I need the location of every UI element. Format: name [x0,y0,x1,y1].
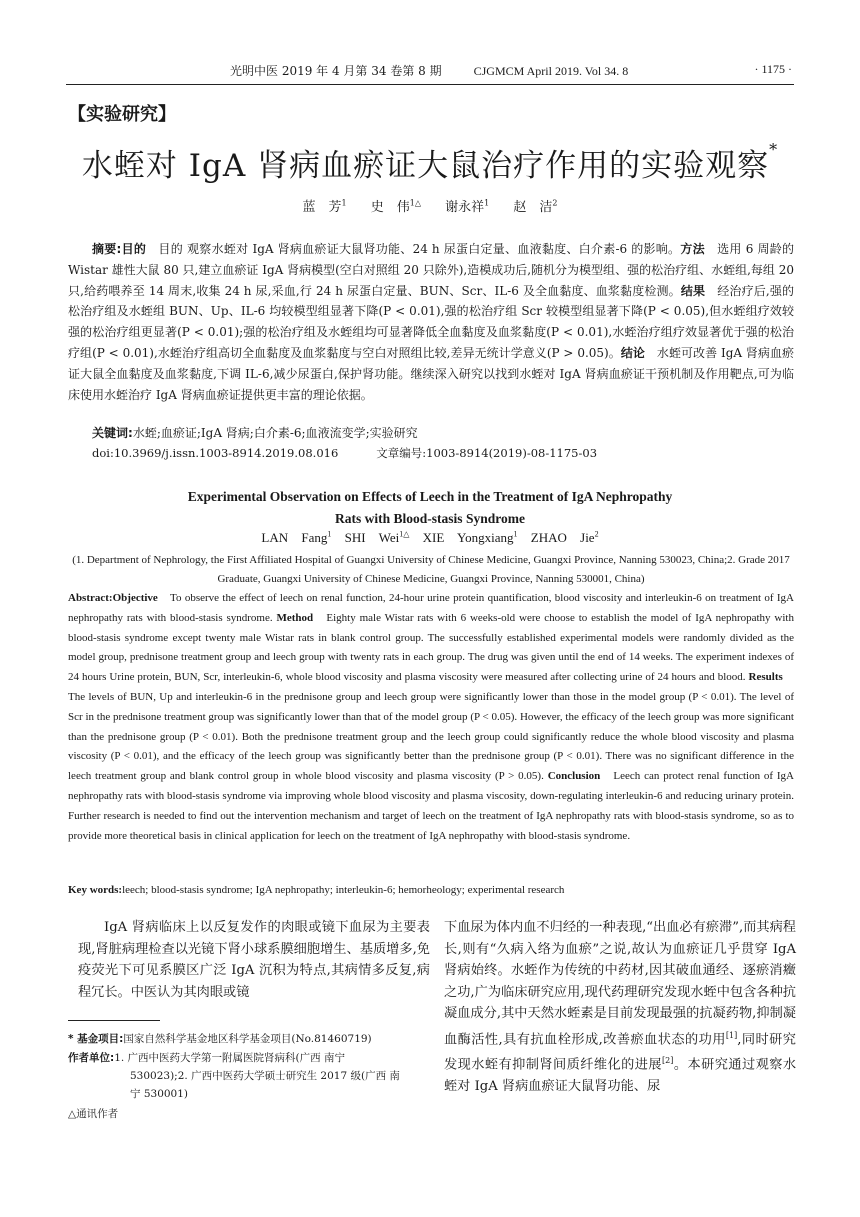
abstract-label: 摘要: [92,242,122,256]
author-name: 史 伟 [370,200,410,215]
objective-text: 目的 观察水蛭对 IgA 肾病血瘀证大鼠肾功能、24 h 尿蛋白定量、血液黏度、白介素-6 的影响。 [146,242,681,256]
author-en-name: SHI Wei [344,530,400,546]
footnote-corresponding: △通讯作者 [68,1108,119,1120]
result-label: 结果 [680,283,706,298]
unit-line-2: 530023);2. 广西中医药大学硕士研究生 2017 级(广西 南 [130,1070,400,1082]
conclusion-label: 结论 [620,345,645,360]
keywords-label: 关键词: [92,426,133,440]
author-affil-mark: 2 [552,198,558,208]
keywords-text: 水蛭;血瘀证;IgA 肾病;白介素-6;血液流变学;实验研究 [132,426,418,440]
objective-en-text: To observe the effect of leech on renal function, 24-hour urine protein quantification, blood viscosity and interleukin-6 on treatment of IgA nephropathy rats with blood-stasis syndrome. [68,592,794,624]
method-label: 方法 [680,242,705,256]
method-en-text: Eighty male Wistar rats with 6 weeks-old were choose to establish the model of IgA nephropathy with blood-stasis syndrome except twenty male Wistar rats in blank control group. The successfully established experimental models were randomly divided as the model group, prednisone treatment group and leech group with twenty rats in each group. The drug was given until the end of 14 weeks. The experiment indexes of 24 hours Urine protein, BUN, Scr, interleukin-6, whole blood viscosity and plasma viscosity were measured after collecting urine of 24 hours and blood. [68,611,794,684]
results-en-label: Results [748,671,783,684]
section-label: 【实验研究】 [68,104,176,125]
author [445,200,489,215]
english-title-line1: Experimental Observation on Effects of Leech in the Treatment of IgA Nephropathy [187,489,673,504]
article-number: 文章编号:1003-8914(2019)-08-1175-03 [376,446,598,460]
running-head-journal [230,62,628,79]
author-en-mark: 2 [594,530,599,539]
footnote-units [68,1049,418,1103]
method-en-label: Method [276,611,314,624]
body-right-text-c: 。本研究通过观察水蛭对 IgA 肾病血瘀证大鼠肾功能、尿 [444,1057,797,1095]
title-fund-mark: * [769,140,779,159]
results-en-text: The levels of BUN, Up and interleukin-6 in the prednisone group and leech group were significantly lower than those in the model group (P < 0.01). The level of Scr in the prednisone treatment group was significantly lower than that of the model group (P < 0.05). However, the efficacy of the leech group was more significant than the prednisone group (P < 0.01). Both the prednisone treatment group and the leech group could significantly reduce the whole blood viscosity and plasma viscosity (P < 0.01), and the efficacy of the leech group was significantly better than the prednisone group (P < 0.01). There was no significant difference in the leech treatment group and blank control group in whole blood viscosity and plasma viscosity (P > 0.05). [68,671,795,783]
author-affil-mark: 1 [484,198,490,208]
authors-en [0,530,860,546]
author-name: 赵 洁 [513,200,553,215]
author-en-mark: 1 [513,530,518,539]
header-rule [66,84,794,85]
author-en-name: LAN Fang [261,530,328,546]
journal-en: CJGMCM April 2019. Vol 34. 8 [473,64,629,78]
author [371,200,421,215]
citation-1[interactable]: [1] [725,1030,738,1040]
keywords-en [68,881,794,900]
author-en-mark: 1△ [399,530,410,539]
affiliation-en: (1. Department of Nephrology, the First Affiliated Hospital of Guangxi University of Chinese Medicine, Guangxi Province, Nanning 530023, China;2. Grade 2017 Graduate, Guangxi University of Chinese Medicine, Guangxi Province, Nanning 530001, China) [72,554,790,585]
unit-line-1: 1. 广西中医药大学第一附属医院肾病科(广西 南宁 [114,1052,345,1064]
conclusion-en-text: Leech can protect renal function of IgA nephropathy rats with blood-stasis syndrome via improving whole blood viscosity and plasma viscosity, down-regulating interleukin-6 and reducing urinary protein. Further research is needed to find out the intervention mechanism and target of leech on the treatment of IgA nephropathy rats with blood-stasis syndrome, so as to provide more theoretical basis in clinical application for leech on the treatment of IgA nephropathy with blood-stasis syndrome. [68,770,794,842]
fund-label: * 基金项目: [68,1033,124,1045]
author-name: 蓝 芳 [302,200,342,215]
authors-cn [0,196,860,215]
body-left-column: IgA 肾病临床上以反复发作的肉眼或镜下血尿为主要表现,肾脏病理检查以光镜下肾小球系膜细胞增生、基质增多,免疫荧光下可见系膜区广泛 IgA 沉积为特点,其病情多反复,病程冗长。中医认为其肉眼或镜 [78,920,430,1000]
author-en [531,530,599,545]
fund-text: 国家自然科学基金地区科学基金项目(No.81460719) [123,1033,372,1045]
author-en [423,530,518,545]
method-text: 选用 6 周龄的 Wistar 雄性大鼠 80 只,建立血瘀证 IgA 肾病模型(空白对照组 20 只除外),造模成功后,随机分为模型组、强的松治疗组、水蛭组,每组 20 只,给药喂养至 14 周末,收集 24 h 尿,采血,行 24 h 尿蛋白定量、BUN、Scr、IL-6 及全血黏度、血浆黏度检测。 [68,242,794,298]
objective-label: 目的 [121,242,147,256]
author [302,200,346,215]
author-affil-mark: 1△ [409,198,421,208]
body-right-text-a: 下血尿为体内血不归经的一种表现,“出血必有瘀滞”,而其病程长,则有“久病入络为血瘀”之说,故认为血瘀证几乎贯穿 IgA 肾病始终。水蛭作为传统的中药材,因其破血通经、逐瘀消癥之功,广为临床研究应用,现代药理研究发现水蛭中包含各种抗凝血成分,其中天然水蛭素是目前发现最强的抗凝药物,抑制凝血酶活性,具有抗血栓形成,改善瘀血状态的功用 [444,920,796,1047]
page-number: · 1175 · [754,62,792,76]
keywords-en-label: Key words: [68,884,123,896]
article-title [0,140,860,185]
author [513,200,557,215]
author-en [345,530,410,545]
author-en-name: XIE Yongxiang [422,530,514,546]
unit-line-3: 宁 530001) [130,1088,189,1100]
author-en-name: ZHAO Jie [530,530,595,546]
journal-cn: 光明中医 2019 年 4 月第 34 卷第 8 期 [230,64,442,78]
footnote-rule [68,1020,160,1021]
abstract-en-label: Abstract: [68,592,113,604]
author-affil-mark: 1 [341,198,347,208]
footnote-fund [68,1030,418,1048]
abstract-cn [68,239,794,405]
conclusion-text: 水蛭可改善 IgA 肾病血瘀证大鼠全血黏度及血浆黏度,下调 IL-6,减少尿蛋白,保护肾功能。继续深入研究以找到水蛭对 IgA 肾病血瘀证干预机制及作用靶点,可为临床使用水蛭治疗 IgA 肾病血瘀证提供更丰富的理论依据。 [68,345,794,402]
citation-2[interactable]: [2] [662,1056,674,1066]
conclusion-en-label: Conclusion [547,770,601,783]
doi-line [68,443,794,464]
unit-label: 作者单位: [68,1052,115,1064]
body-right-column [444,917,796,1098]
author-en [261,530,331,545]
objective-en-label: Objective [112,592,158,604]
title-text: 水蛭对 IgA 肾病血瘀证大鼠治疗作用的实验观察 [81,148,770,184]
doi-text: doi:10.3969/j.issn.1003-8914.2019.08.016 [92,446,339,460]
keywords-cn [68,423,794,444]
english-title [0,486,860,530]
abstract-en [68,589,794,846]
author-en-mark: 1 [327,530,332,539]
english-title-line2: Rats with Blood-stasis Syndrome [335,511,525,526]
author-name: 谢永祥 [445,200,485,215]
result-text: 经治疗后,强的松治疗组及水蛭组 BUN、Up、IL-6 均较模型组显著下降(P < 0.01),强的松治疗组 Scr 较模型组显著下降(P < 0.05),但水蛭组疗效较强的松治疗组更显著(P < 0.01);强的松治疗组及水蛭组均可显著降低全血黏度及血浆黏度(P < 0.01),水蛭治疗组疗效显著优于强的松治疗组(P < 0.01),水蛭治疗组高切全血黏度及血浆黏度与空白对照组比较,差异无统计学意义(P > 0.05)。 [68,283,794,360]
keywords-en-text: leech; blood-stasis syndrome; IgA nephropathy; interleukin-6; hemorheology; experimental research [122,884,565,896]
body-right-text-b: ,同时研究发现水蛭有抑制肾间质纤维化的进展 [444,1031,796,1073]
